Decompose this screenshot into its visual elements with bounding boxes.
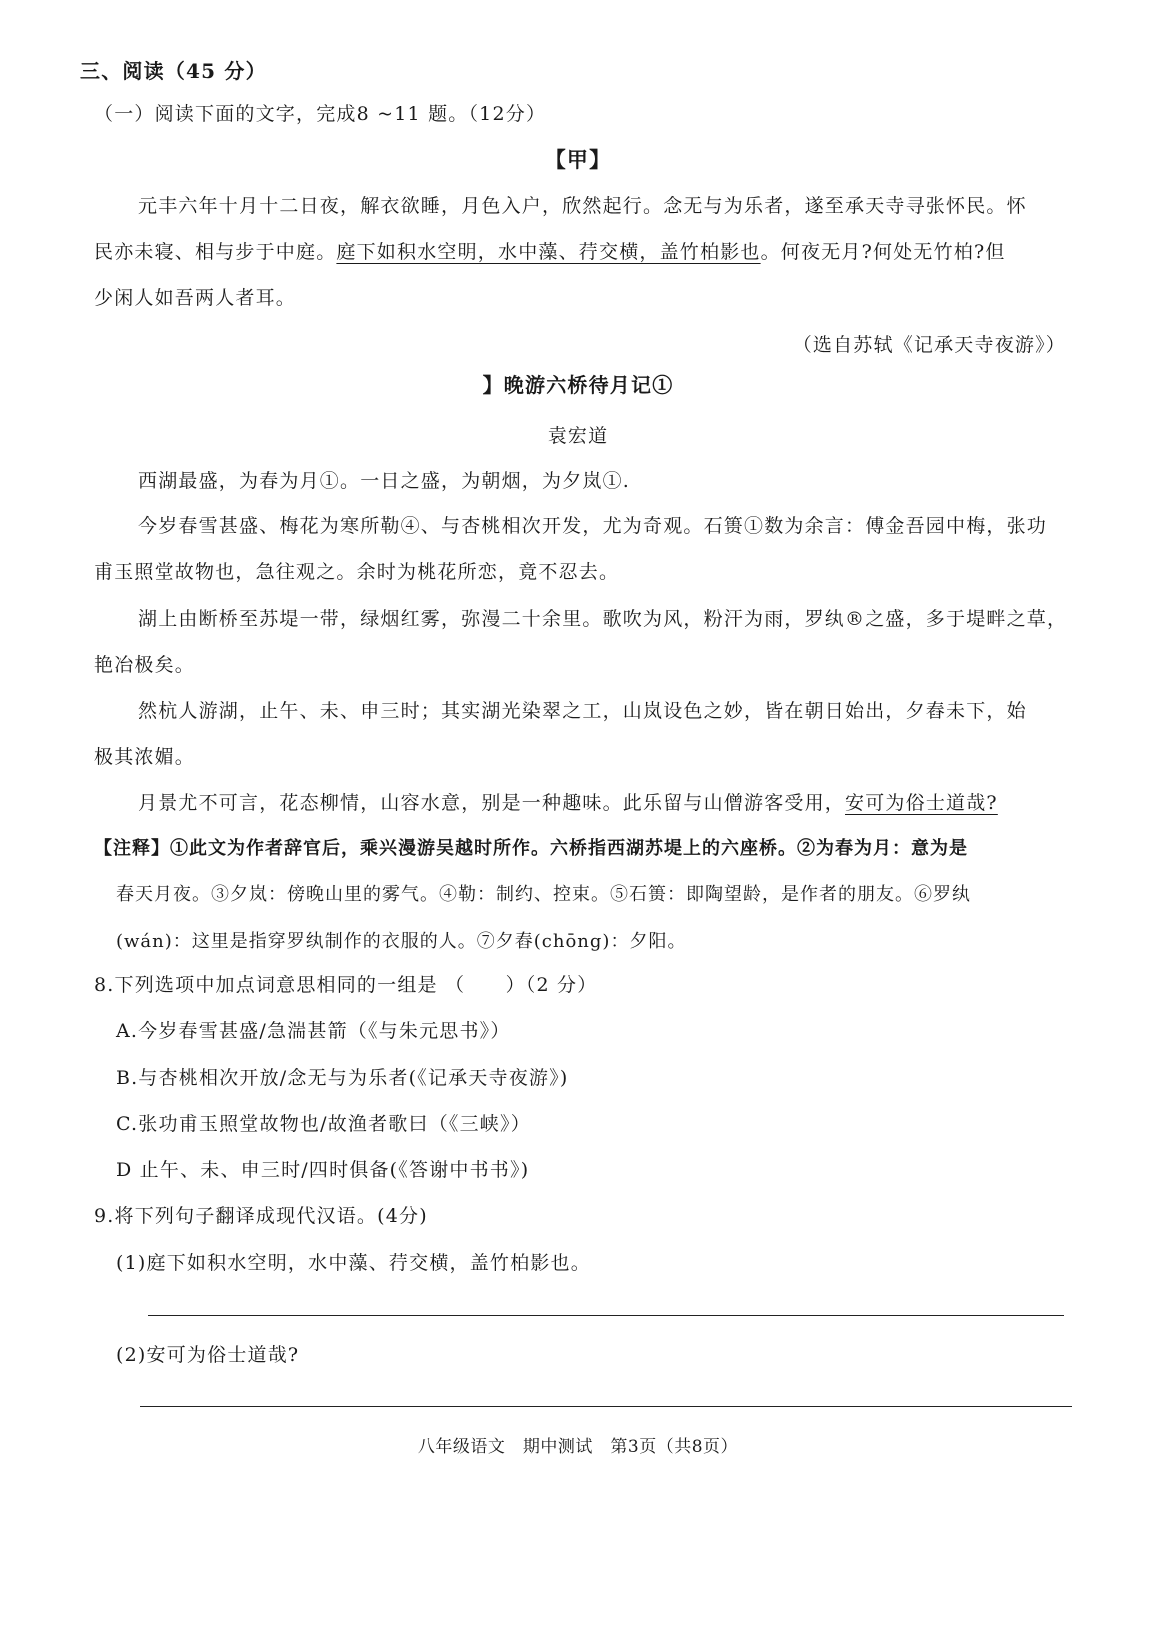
underlined-sentence: 庭下如积水空明，水中藻、荇交横，盖竹柏影也 bbox=[336, 241, 761, 263]
part-intro: （一）阅读下面的文字，完成8 ~11 题。（12分） bbox=[94, 103, 547, 125]
passage-a-source: （选自苏轼《记承天寺夜游》） bbox=[792, 334, 1066, 356]
passage-b-author: 袁宏道 bbox=[547, 425, 609, 447]
passage-a-label: 【甲】 bbox=[544, 147, 612, 172]
question-8-option: C.张功甫玉照堂故物也/故渔者歌曰（《三峡》） bbox=[116, 1113, 531, 1135]
passage-b-text: 月景尤不可言，花态柳情，山容水意，别是一种趣味。此乐留与山僧游客受用， bbox=[138, 792, 846, 814]
question-8-option: B.与杏桃相次开放/念无与为乐者(《记承天寺夜游》) bbox=[116, 1067, 569, 1089]
notes-line: 春天月夜。③夕岚：傍晚山里的雾气。④勒：制约、控束。⑤石篑：即陶望龄，是作者的朋友。⑥罗纨 bbox=[116, 884, 971, 905]
passage-b-line: 极其浓媚。 bbox=[94, 746, 196, 768]
page-footer: 八年级语文 期中测试 第3页（共8页） bbox=[417, 1437, 739, 1457]
passage-a-text: 民亦未寝、相与步于中庭。 bbox=[94, 241, 337, 263]
underlined-sentence: 安可为俗士道哉? bbox=[845, 792, 998, 814]
answer-line[interactable] bbox=[148, 1315, 1064, 1316]
passage-b-title: 】晚游六桥待月记① bbox=[482, 373, 674, 397]
passage-b-line: 甫玉照堂故物也，急往观之。余时为桃花所恋，竟不忍去。 bbox=[94, 561, 620, 583]
passage-a-line bbox=[94, 239, 1006, 265]
passage-b-line: 然杭人游湖，止午、未、申三时；其实湖光染翠之工，山岚设色之妙，皆在朝日始出，夕舂未下，始 bbox=[138, 700, 1027, 722]
passage-b-line: 湖上由断桥至苏堤一带，绿烟红雾，弥漫二十余里。歌吹为风，粉汗为雨，罗纨®之盛，多于堤畔之草， bbox=[138, 608, 1068, 630]
passage-a-text: 。何夜无月?何处无竹柏?但 bbox=[760, 241, 1006, 263]
notes-line: (wán)：这里是指穿罗纨制作的衣服的人。⑦夕舂(chōng)：夕阳。 bbox=[116, 931, 687, 952]
question-8-option: A.今岁春雪甚盛/急湍甚箭（《与朱元思书》） bbox=[116, 1020, 511, 1042]
question-9-item: (2)安可为俗士道哉? bbox=[116, 1344, 300, 1366]
passage-b-line: 西湖最盛，为春为月①。一日之盛，为朝烟，为夕岚①. bbox=[138, 470, 631, 492]
section-heading: 三、阅读（45 分） bbox=[80, 59, 267, 83]
question-9-item: (1)庭下如积水空明，水中藻、荇交横，盖竹柏影也。 bbox=[116, 1252, 591, 1274]
passage-b-line bbox=[138, 790, 998, 816]
notes-line: 【注释】①此文为作者辞官后，乘兴漫游吴越时所作。六桥指西湖苏堤上的六座桥。②为春为月：意为是 bbox=[94, 838, 968, 859]
question-8-option: D 止午、未、申三时/四时俱备(《答谢中书书》) bbox=[116, 1159, 530, 1181]
answer-line[interactable] bbox=[140, 1406, 1072, 1407]
passage-a-line: 元丰六年十月十二日夜，解衣欲睡，月色入户，欣然起行。念无与为乐者，遂至承天寺寻张怀民。怀 bbox=[138, 195, 1027, 217]
question-8-stem: 8.下列选项中加点词意思相同的一组是 （ ）（2 分） bbox=[94, 974, 598, 996]
passage-b-line: 今岁春雪甚盛、梅花为寒所勒④、与杏桃相次开发，尤为奇观。石篑①数为余言：傅金吾园中梅，张功 bbox=[138, 515, 1048, 537]
passage-a-line: 少闲人如吾两人者耳。 bbox=[94, 287, 297, 309]
passage-b-line: 艳冶极矣。 bbox=[94, 654, 196, 676]
question-9-stem: 9.将下列句子翻译成现代汉语。(4分) bbox=[94, 1205, 428, 1227]
